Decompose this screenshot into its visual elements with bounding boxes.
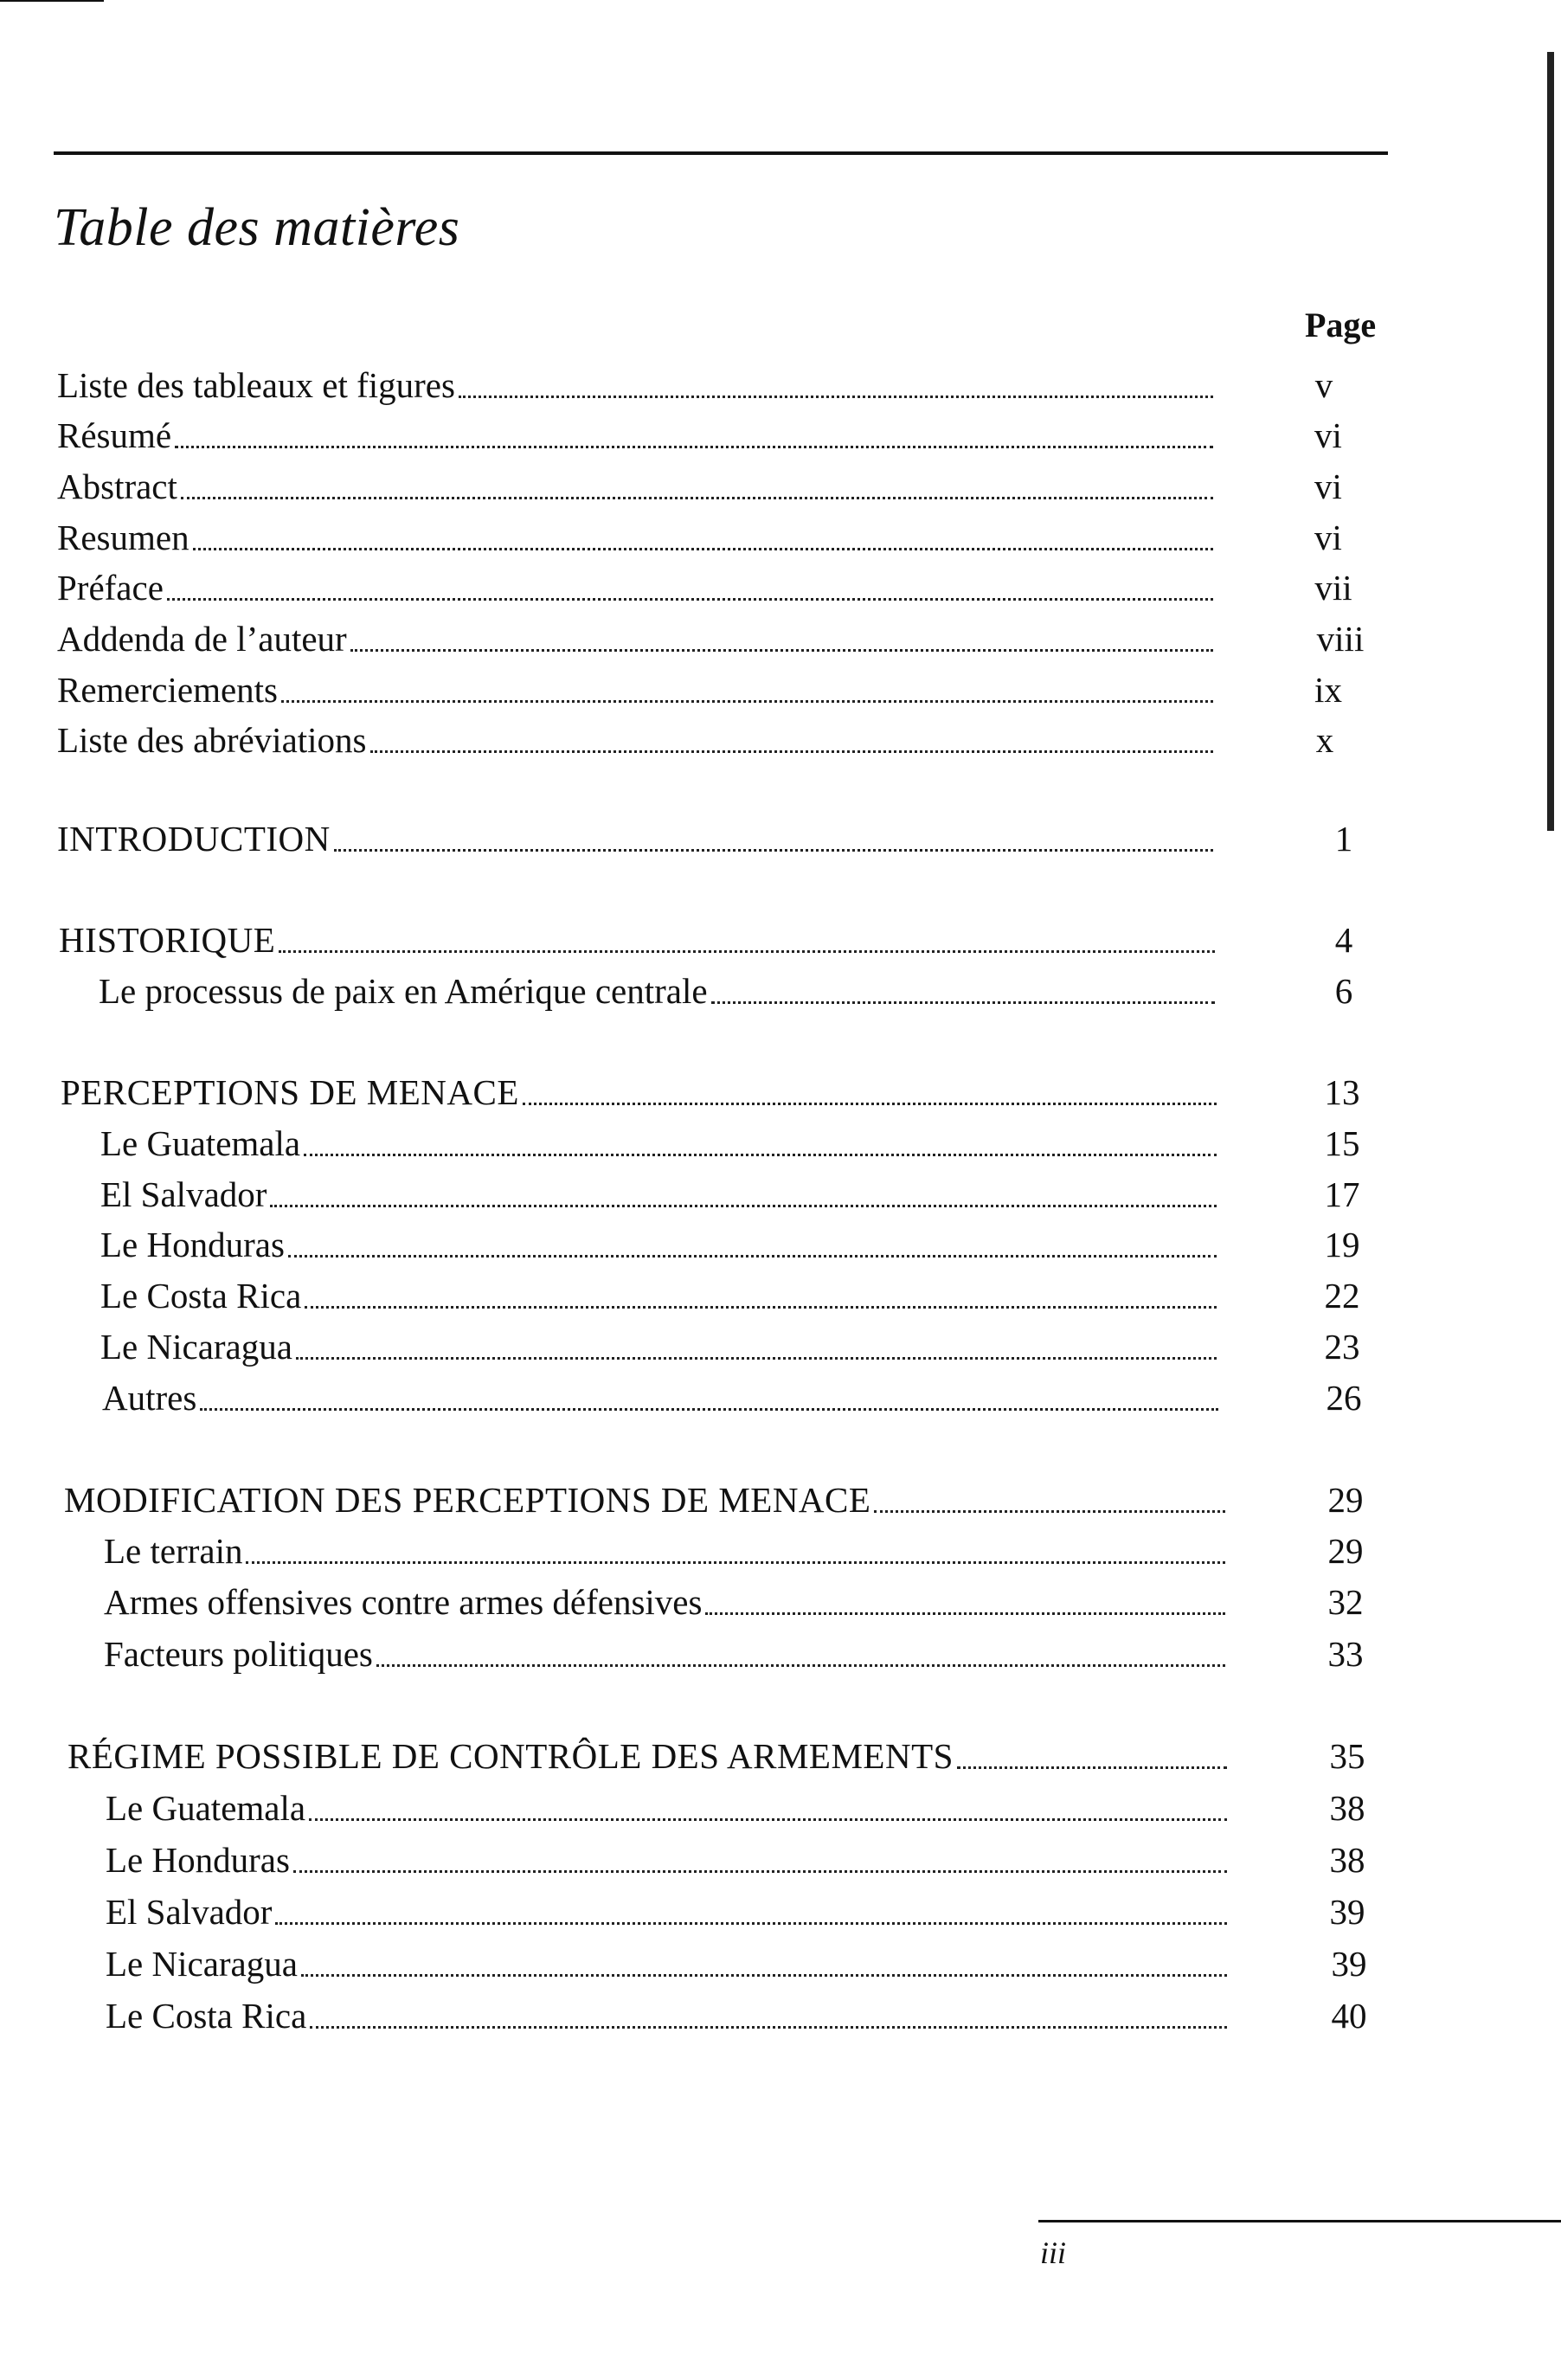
toc-entry-page: 6 [1334, 971, 1353, 1011]
toc-entry[interactable] [104, 1631, 1229, 1677]
toc-entry[interactable] [57, 717, 1217, 763]
toc-entry[interactable] [106, 1785, 1230, 1831]
toc-entry-page: 33 [1327, 1634, 1364, 1674]
leader-dots [193, 548, 1213, 550]
toc-entry-label: Liste des abréviations [57, 720, 367, 760]
toc-entry[interactable] [106, 1836, 1230, 1883]
toc-entry-label: Facteurs politiques [104, 1634, 373, 1674]
page-title: Table des matières [54, 198, 460, 257]
toc-entry[interactable] [57, 463, 1217, 510]
toc-entry-label: HISTORIQUE [59, 920, 276, 960]
toc-entry[interactable] [57, 615, 1217, 662]
toc-entry-label: INTRODUCTION [57, 819, 331, 859]
toc-section[interactable] [59, 917, 1218, 963]
leader-dots [281, 700, 1213, 703]
toc-entry-page: 15 [1324, 1123, 1360, 1163]
toc-entry[interactable] [100, 1120, 1220, 1167]
toc-entry-page: v [1314, 365, 1333, 405]
toc-entry-label: Préface [57, 568, 164, 608]
toc-entry-label: MODIFICATION DES PERCEPTIONS DE MENACE [64, 1480, 871, 1520]
toc-entry-page: 39 [1331, 1944, 1367, 1984]
toc-entry-label: Remerciements [57, 670, 279, 710]
toc-entry[interactable] [57, 564, 1217, 611]
toc-entry[interactable] [102, 1374, 1222, 1421]
leader-dots [334, 849, 1213, 852]
toc-entry[interactable] [57, 412, 1217, 459]
toc-entry-page: viii [1316, 619, 1365, 659]
leader-dots [705, 1612, 1225, 1615]
leader-dots [301, 1974, 1227, 1977]
toc-entry-page: 32 [1327, 1582, 1364, 1622]
leader-dots [167, 598, 1213, 601]
toc-entry-page: 4 [1334, 920, 1353, 960]
toc-section[interactable] [61, 1069, 1220, 1116]
toc-entry-label: Le Nicaragua [100, 1327, 292, 1367]
toc-entry-label: Resumen [57, 518, 190, 557]
leader-dots [275, 1922, 1227, 1925]
leader-dots [293, 1870, 1227, 1873]
toc-section[interactable] [64, 1476, 1229, 1523]
toc-entry-label: Le Guatemala [100, 1123, 301, 1163]
toc-entry-label: Liste des tableaux et figures [57, 365, 455, 405]
toc-entry-page: vi [1314, 466, 1342, 506]
leader-dots [175, 446, 1213, 448]
toc-entry-label: RÉGIME POSSIBLE DE CONTRÔLE DES ARMEMENTS [67, 1736, 954, 1776]
leader-dots [350, 649, 1213, 652]
toc-entry-label: Le terrain [104, 1531, 243, 1571]
toc-entry[interactable] [57, 362, 1217, 408]
toc-entry-label: Le Honduras [106, 1840, 290, 1880]
leader-dots [370, 750, 1213, 753]
toc-entry[interactable] [100, 1272, 1220, 1319]
toc-entry-page: vii [1314, 568, 1352, 608]
toc-entry[interactable] [57, 514, 1217, 561]
toc-entry-label: Le Costa Rica [100, 1276, 302, 1315]
toc-entry[interactable] [100, 1171, 1220, 1218]
toc-entry-label: El Salvador [100, 1174, 267, 1214]
toc-entry-label: Résumé [57, 415, 172, 455]
toc-section[interactable] [57, 815, 1217, 862]
toc-entry-label: El Salvador [106, 1892, 273, 1932]
toc-entry-label: Le processus de paix en Amérique centrale [99, 971, 708, 1011]
page-column-header: Page [1305, 306, 1377, 344]
toc-entry[interactable] [106, 1992, 1230, 2039]
toc-entry-page: vi [1314, 518, 1342, 557]
leader-dots [279, 950, 1215, 953]
toc-entry-label: Le Costa Rica [106, 1996, 307, 2036]
toc-entry-page: 38 [1329, 1840, 1365, 1880]
toc-entry-label: Addenda de l’auteur [57, 619, 347, 659]
leader-dots [246, 1561, 1225, 1564]
leader-dots [305, 1306, 1217, 1309]
leader-dots [181, 497, 1213, 499]
toc-entry-page: 13 [1324, 1072, 1360, 1112]
toc-entry-page: 26 [1326, 1378, 1362, 1418]
toc-entry-label: PERCEPTIONS DE MENACE [61, 1072, 519, 1112]
toc-entry-page: 39 [1329, 1892, 1365, 1932]
leader-dots [711, 1001, 1215, 1004]
leader-dots [296, 1357, 1217, 1360]
toc-entry-page: 29 [1327, 1480, 1364, 1520]
toc-entry[interactable] [100, 1221, 1220, 1268]
leader-dots [288, 1255, 1217, 1258]
toc-entry-page: 22 [1324, 1276, 1360, 1315]
toc-entry-label: Le Honduras [100, 1225, 285, 1264]
toc-entry-page: 29 [1327, 1531, 1364, 1571]
toc-entry-page: 38 [1329, 1788, 1365, 1828]
leader-dots [304, 1154, 1217, 1156]
leader-dots [200, 1408, 1218, 1411]
toc-entry-label: Abstract [57, 466, 177, 506]
toc-entry-page: 40 [1331, 1996, 1367, 2036]
leader-dots [523, 1103, 1217, 1105]
toc-entry-page: 23 [1324, 1327, 1360, 1367]
toc-entry-page: 17 [1324, 1174, 1360, 1214]
footer-rule [1038, 2220, 1561, 2222]
toc-entry-page: ix [1314, 670, 1342, 710]
leader-dots [957, 1766, 1227, 1769]
toc-entry[interactable] [99, 968, 1218, 1014]
toc-entry-page: x [1315, 720, 1334, 760]
toc-entry-page: 1 [1334, 819, 1353, 859]
toc-entry-page: 19 [1324, 1225, 1360, 1264]
toc-entry[interactable] [106, 1940, 1230, 1987]
leader-dots [874, 1510, 1225, 1513]
toc-entry-label: Armes offensives contre armes défensives [104, 1582, 703, 1622]
leader-dots [459, 396, 1213, 398]
toc-entry-label: Autres [102, 1378, 197, 1418]
toc-entry-page: vi [1314, 415, 1342, 455]
leader-dots [376, 1664, 1225, 1667]
toc-entry[interactable] [100, 1323, 1220, 1370]
toc-entry-label: Le Guatemala [106, 1788, 306, 1828]
toc-entry-page: 35 [1329, 1736, 1365, 1776]
toc-section[interactable] [67, 1733, 1230, 1779]
page-number: iii [1040, 2235, 1067, 2270]
toc-entry[interactable] [106, 1888, 1230, 1935]
toc-entry[interactable] [104, 1579, 1229, 1625]
toc-entry[interactable] [104, 1528, 1229, 1574]
leader-dots [270, 1205, 1217, 1207]
leader-dots [309, 1818, 1227, 1821]
leader-dots [310, 2026, 1227, 2029]
toc-entry-label: Le Nicaragua [106, 1944, 298, 1984]
toc-entry[interactable] [57, 666, 1217, 713]
